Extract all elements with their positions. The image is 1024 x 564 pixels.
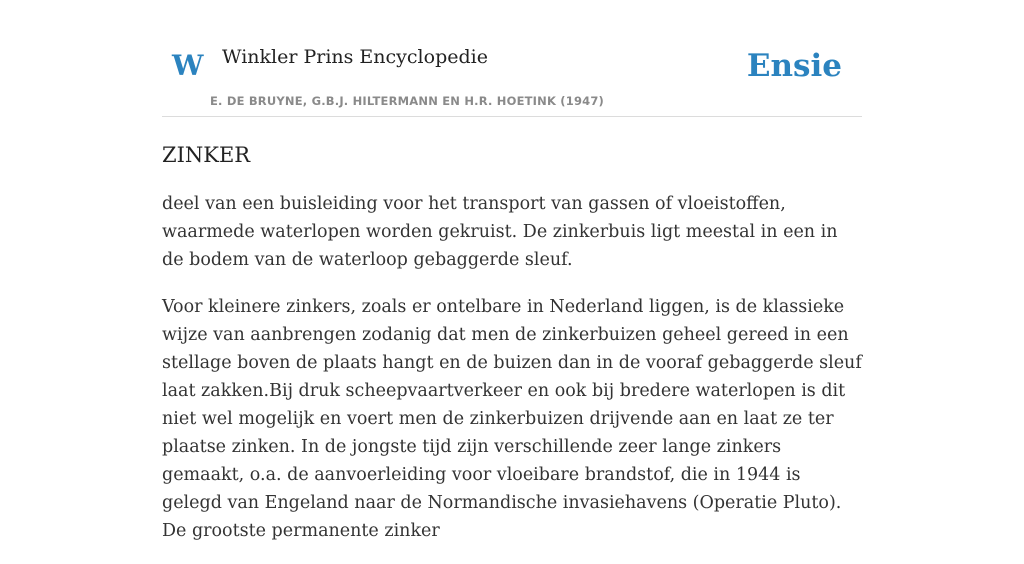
publication-logo-w[interactable]: W (172, 49, 204, 82)
article-paragraph: deel van een buisleiding voor het transport van gassen of vloeistoffen, waarmede waterlopen worden gekruist. De zinkerbuis ligt meestal in een in de bodem van de waterloop gebaggerde sleuf. (162, 194, 838, 270)
publication-authors: E. DE BRUYNE, G.B.J. HILTERMANN EN H.R. HOETINK (1947) (210, 94, 605, 108)
article-title: ZINKER (162, 143, 251, 167)
article (162, 140, 862, 564)
site-header (162, 0, 862, 117)
article-paragraph: Voor kleinere zinkers, zoals er ontelbare in Nederland liggen, is de klassieke wijze van aanbrengen zodanig dat men de zinkerbuizen geheel gereed in een stellage boven de plaats hangt en de buizen dan in de vooraf gebaggerde sleuf laat zakken.Bij druk scheepvaartverkeer en ook bij bredere waterlopen is dit niet wel mogelijk en voert men de zinkerbuizen drijvende aan en laat ze ter plaatse zinken. In de jongste tijd zijn verschillende zeer lange zinkers gemaakt, o.a. de aanvoerleiding voor vloeibare brandstof, die in 1944 is gelegd van Engeland naar de Normandische invasiehavens (Operatie Pluto). De grootste permanente zinker (162, 297, 862, 541)
ensie-logo[interactable]: Ensie (746, 48, 842, 84)
publication-title[interactable]: Winkler Prins Encyclopedie (222, 46, 488, 68)
